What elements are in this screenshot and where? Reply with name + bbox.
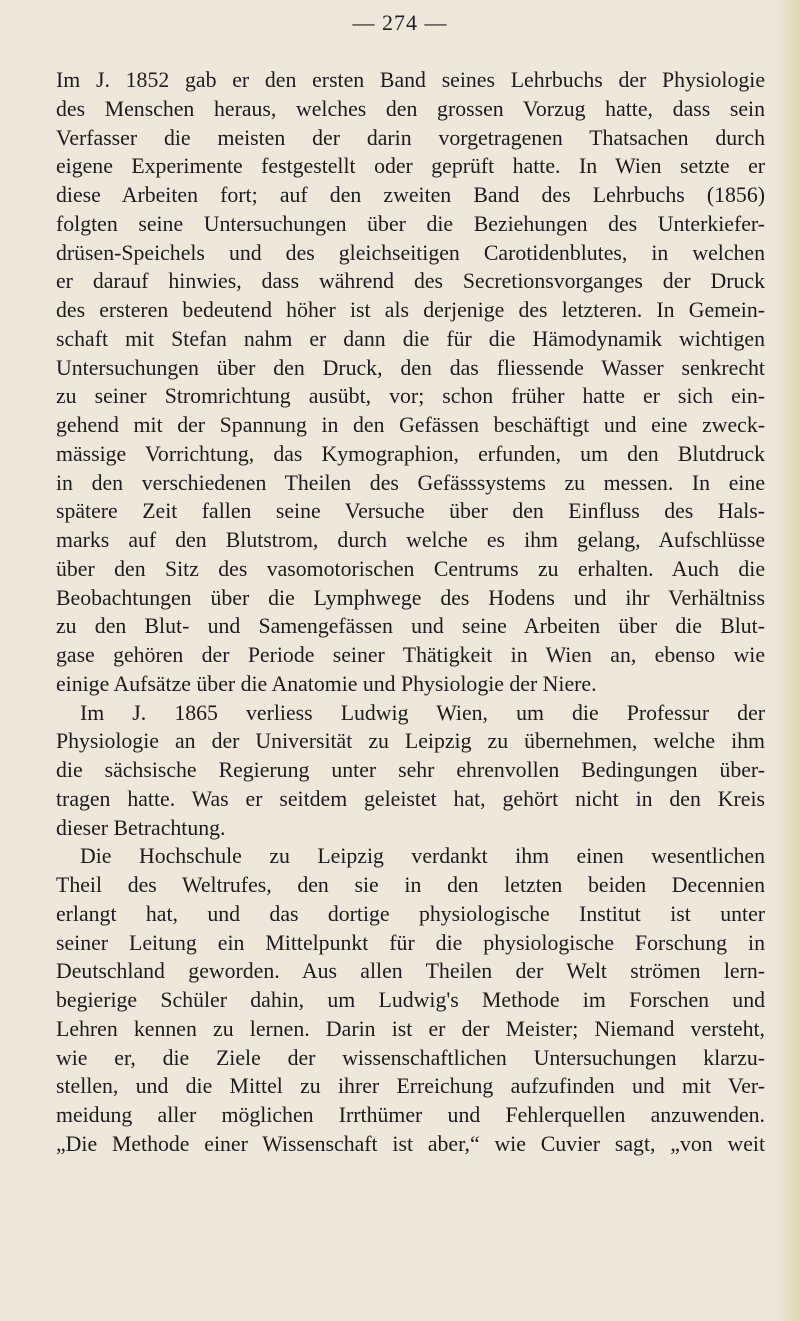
text-line: begierige Schüler dahin, um Ludwig's Methode im Forschen und bbox=[56, 988, 765, 1012]
text-line: schaft mit Stefan nahm er dann die für die Hämodynamik wichtigen bbox=[56, 326, 765, 351]
text-line: spätere Zeit fallen seine Versuche über den Einfluss des Hals- bbox=[56, 499, 765, 524]
text-line: Lehren kennen zu lernen. Darin ist er der Meister; Niemand versteht, bbox=[56, 1016, 765, 1041]
text-line: über den Sitz des vasomotorischen Centrums zu erhalten. Auch die bbox=[56, 556, 765, 581]
text-line: folgten seine Untersuchungen über die Beziehungen des Unterkiefer- bbox=[56, 211, 765, 236]
text-line: tragen hatte. Was er seitdem geleistet hat, gehört nicht in den Kreis bbox=[56, 786, 765, 811]
text-line: zu seiner Stromrichtung ausübt, vor; schon früher hatte er sich ein- bbox=[56, 384, 765, 409]
paragraph bbox=[56, 842, 765, 1158]
text-line: Im J. 1852 gab er den ersten Band seines Lehrbuchs der Physiologie bbox=[56, 68, 765, 92]
text-line: wie er, die Ziele der wissenschaftlichen Untersuchungen klarzu- bbox=[56, 1045, 765, 1070]
text-line: erlangt hat, und das dortige physiologische Institut ist unter bbox=[56, 901, 765, 926]
text-line: Verfasser die meisten der darin vorgetragenen Thatsachen durch bbox=[56, 125, 765, 150]
text-line: in den verschiedenen Theilen des Gefässsystems zu messen. In eine bbox=[56, 470, 765, 495]
text-line: des Menschen heraus, welches den grossen Vorzug hatte, dass sein bbox=[56, 96, 765, 121]
page-edge-shading bbox=[774, 0, 800, 1321]
text-line: Deutschland geworden. Aus allen Theilen der Welt strömen lern- bbox=[56, 959, 765, 984]
text-line: Physiologie an der Universität zu Leipzig zu übernehmen, welche ihm bbox=[56, 729, 765, 754]
text-line: er darauf hinwies, dass während des Secretionsvorganges der Druck bbox=[56, 269, 765, 294]
paragraph bbox=[56, 699, 765, 843]
text-line: Die Hochschule zu Leipzig verdankt ihm einen wesentlichen bbox=[80, 844, 765, 869]
text-line: gehend mit der Spannung in den Gefässen beschäftigt und eine zweck- bbox=[56, 413, 765, 437]
text-line: eigene Experimente festgestellt oder geprüft hatte. In Wien setzte er bbox=[56, 154, 765, 179]
text-line: gase gehören der Periode seiner Thätigkeit in Wien an, ebenso wie bbox=[56, 643, 765, 667]
text-line: Untersuchungen über den Druck, den das fliessende Wasser senkrecht bbox=[56, 355, 765, 380]
paragraph bbox=[56, 66, 765, 699]
page-number: — 274 — bbox=[352, 10, 448, 35]
text-line: dieser Betrachtung. bbox=[56, 815, 226, 840]
text-line: Im J. 1865 verliess Ludwig Wien, um die Professur der bbox=[80, 700, 765, 725]
text-line: die sächsische Regierung unter sehr ehrenvollen Bedingungen über- bbox=[56, 758, 765, 782]
text-line: des ersteren bedeutend höher ist als derjenige des letzteren. In Gemein- bbox=[56, 298, 765, 322]
text-line: meidung aller möglichen Irrthümer und Fehlerquellen anzuwenden. bbox=[56, 1103, 765, 1127]
text-line: seiner Leitung ein Mittelpunkt für die physiologische Forschung in bbox=[56, 930, 765, 955]
text-line: „Die Methode einer Wissenschaft ist aber,“ wie Cuvier sagt, „von weit bbox=[56, 1131, 765, 1156]
text-line: stellen, und die Mittel zu ihrer Erreichung aufzufinden und mit Ver- bbox=[56, 1074, 765, 1099]
text-line: Theil des Weltrufes, den sie in den letzten beiden Decennien bbox=[56, 873, 765, 897]
text-line: Beobachtungen über die Lymphwege des Hodens und ihr Verhältniss bbox=[56, 585, 765, 610]
text-line: drüsen-Speichels und des gleichseitigen Carotidenblutes, in welchen bbox=[56, 240, 765, 265]
text-line: einige Aufsätze über die Anatomie und Physiologie der Niere. bbox=[56, 671, 597, 696]
text-line: mässige Vorrichtung, das Kymographion, erfunden, um den Blutdruck bbox=[56, 441, 765, 466]
text-line: marks auf den Blutstrom, durch welche es ihm gelang, Aufschlüsse bbox=[56, 528, 765, 552]
text-line: diese Arbeiten fort; auf den zweiten Band des Lehrbuchs (1856) bbox=[56, 183, 765, 207]
body-text bbox=[56, 66, 765, 1159]
text-line: zu den Blut- und Samengefässen und seine Arbeiten über die Blut- bbox=[56, 614, 765, 639]
